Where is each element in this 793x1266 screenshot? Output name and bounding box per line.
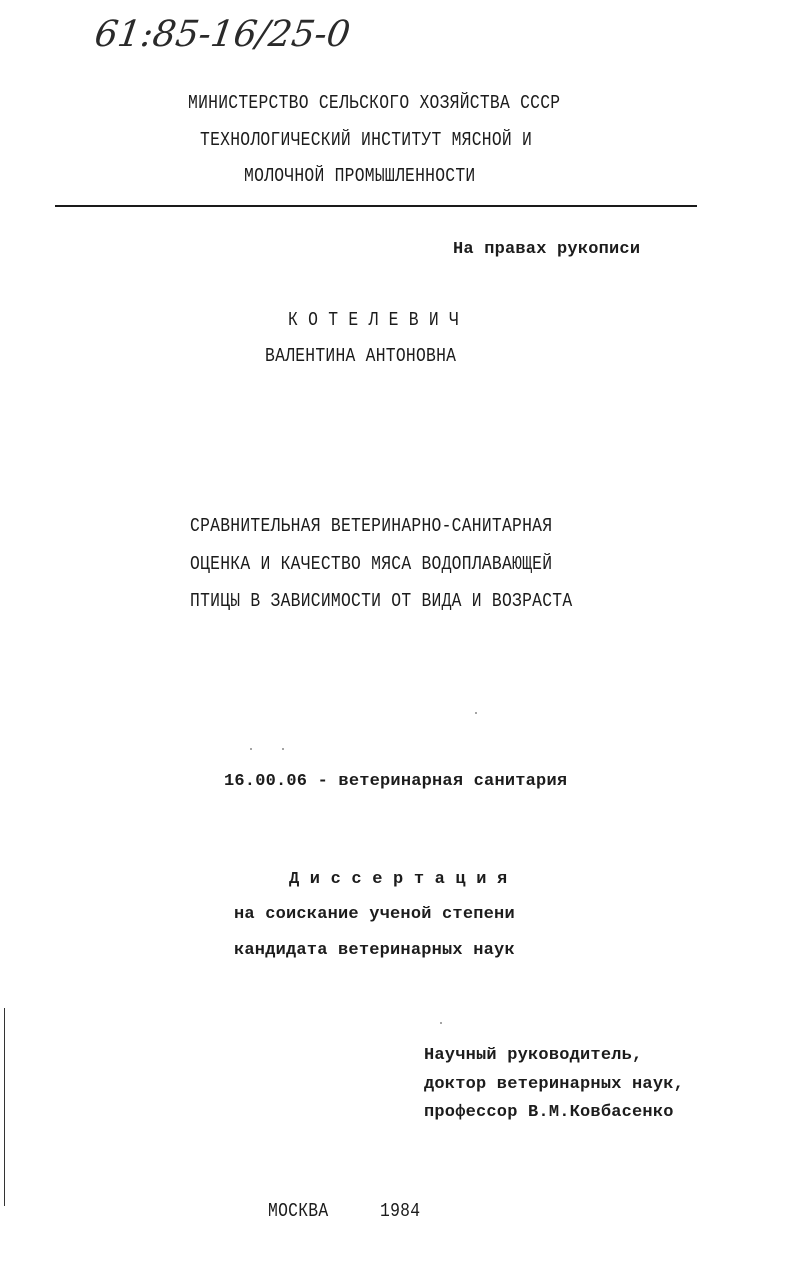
author-surname: К О Т Е Л Е В И Ч (288, 309, 460, 331)
dissertation-title-line2: ОЦЕНКА И КАЧЕСТВО МЯСА ВОДОПЛАВАЮЩЕЙ (190, 553, 553, 575)
rights-note: На правах рукописи (453, 240, 641, 259)
ministry-name: МИНИСТЕРСТВО СЕЛЬСКОГО ХОЗЯЙСТВА СССР (188, 92, 561, 114)
scan-speck (440, 1022, 442, 1024)
thesis-label: Д и с с е р т а ц и я (289, 870, 508, 889)
scan-speck (282, 748, 284, 750)
institute-name-line1: ТЕХНОЛОГИЧЕСКИЙ ИНСТИТУТ МЯСНОЙ И (200, 129, 533, 151)
institute-name-line2: МОЛОЧНОЙ ПРОМЫШЛЕННОСТИ (244, 165, 476, 187)
scan-margin-line (4, 1008, 5, 1206)
header-divider (55, 205, 697, 207)
dissertation-title-line3: ПТИЦЫ В ЗАВИСИМОСТИ ОТ ВИДА И ВОЗРАСТА (190, 590, 573, 612)
city: МОСКВА (268, 1200, 329, 1222)
scan-speck (475, 712, 477, 714)
thesis-degree-line1: на соискание ученой степени (234, 905, 515, 924)
scan-speck (250, 748, 252, 750)
supervisor-name: профессор В.М.Ковбасенко (424, 1103, 674, 1122)
supervisor-role: Научный руководитель, (424, 1046, 643, 1065)
archive-code-handwritten: 61:85-16/25-0 (92, 14, 353, 55)
author-given-names: ВАЛЕНТИНА АНТОНОВНА (265, 345, 457, 367)
specialty-code: 16.00.06 - ветеринарная санитария (224, 772, 568, 791)
supervisor-degree: доктор ветеринарных наук, (424, 1075, 685, 1094)
thesis-degree-line2: кандидата ветеринарных наук (234, 941, 515, 960)
dissertation-title-line1: СРАВНИТЕЛЬНАЯ ВЕТЕРИНАРНО-САНИТАРНАЯ (190, 515, 553, 537)
year: 1984 (380, 1200, 421, 1222)
